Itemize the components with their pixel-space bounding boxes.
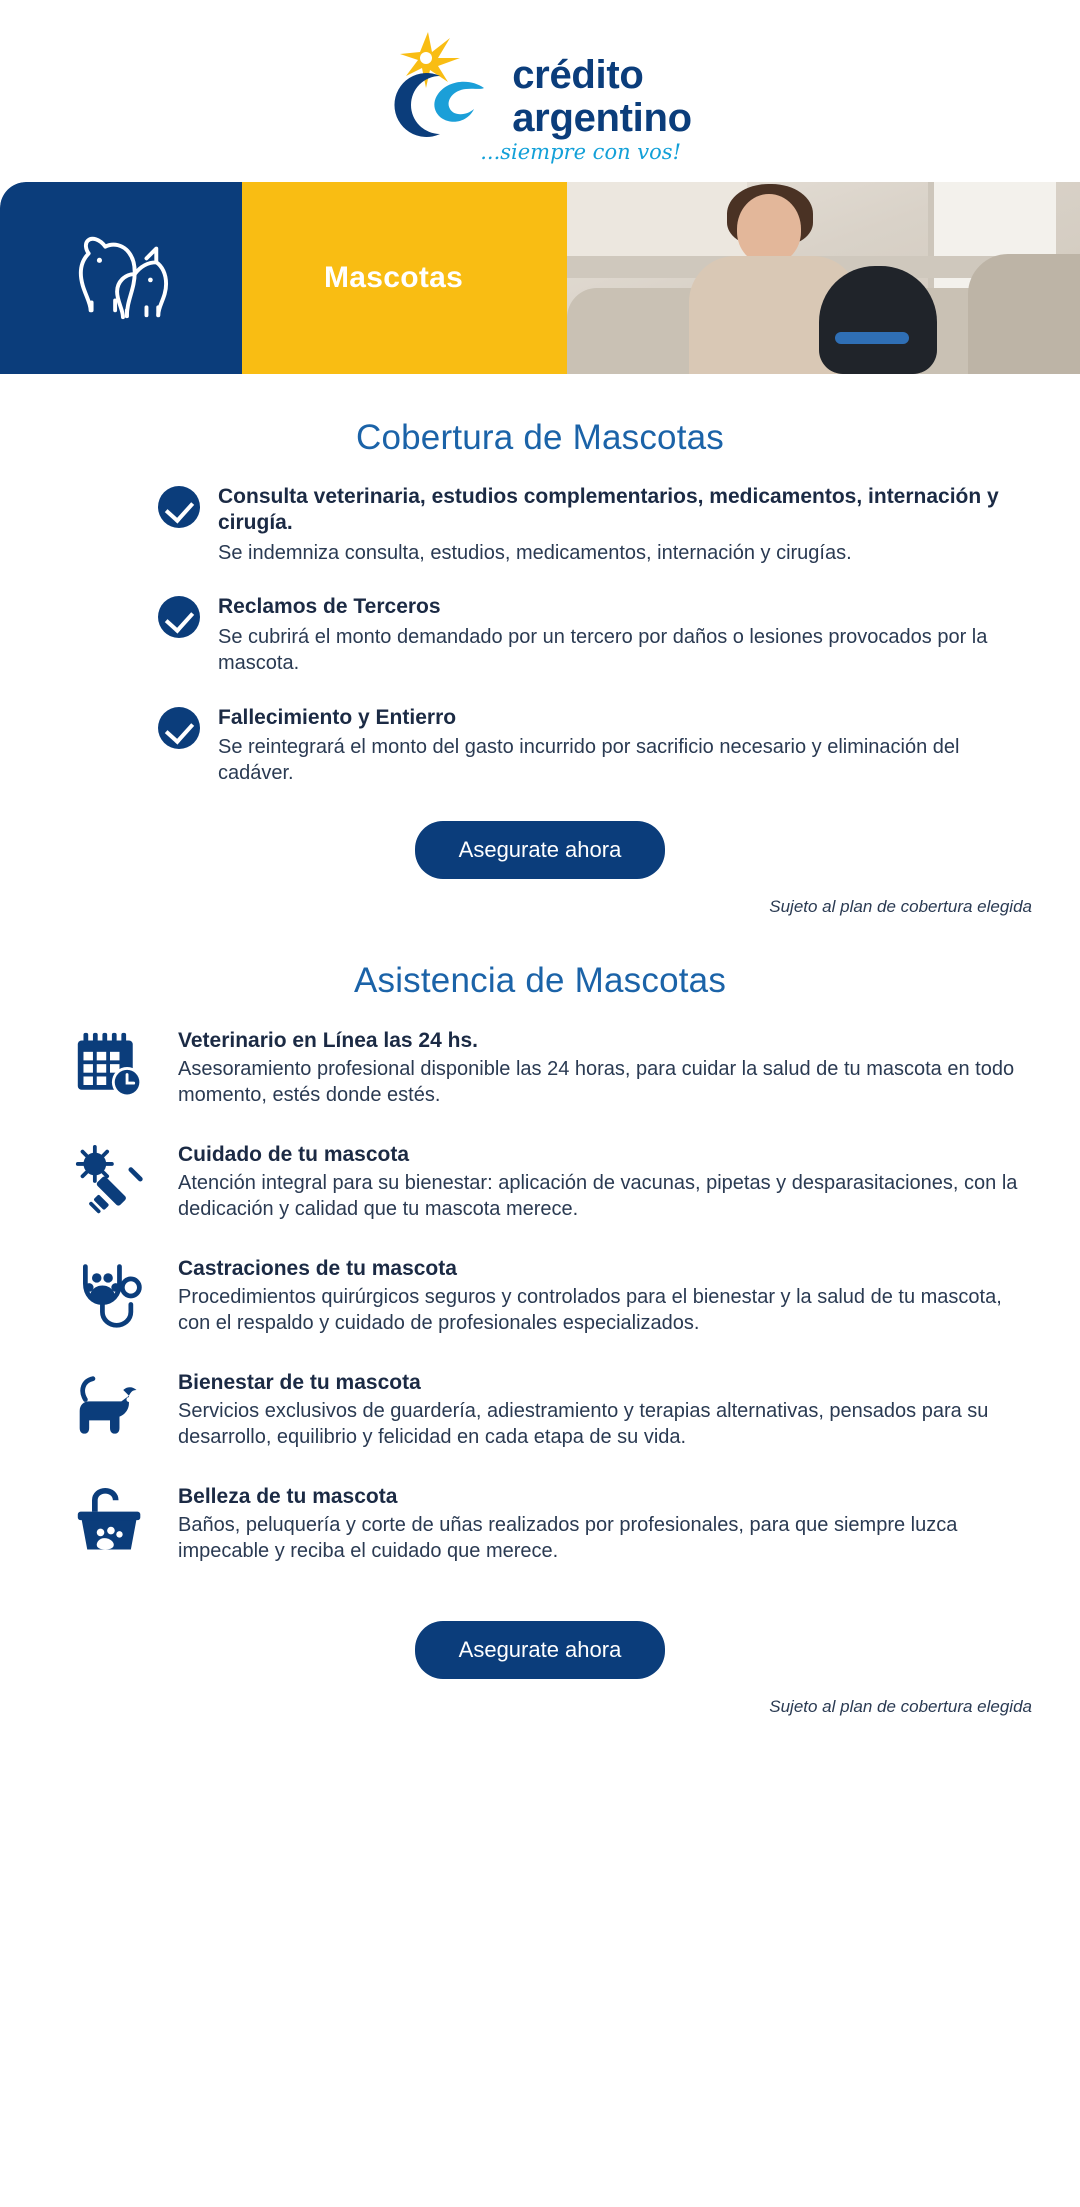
- coverage-disclaimer: Sujeto al plan de cobertura elegida: [769, 896, 1032, 916]
- coverage-item: [158, 484, 1022, 566]
- coverage-item-text: [218, 484, 1022, 566]
- brand-header: [0, 0, 1080, 168]
- assistance-item-text: [178, 1483, 1018, 1565]
- hero-banner: [0, 182, 1080, 374]
- stethoscope-paw-icon: [62, 1255, 158, 1339]
- hero-title-panel: [242, 182, 567, 374]
- hero-title: Mascotas: [324, 261, 464, 294]
- assistance-item: [62, 1255, 1018, 1339]
- assistance-item: [62, 1483, 1018, 1567]
- coverage-item-title: Fallecimiento y Entierro: [218, 705, 457, 729]
- dog-leash-icon: [62, 1369, 158, 1453]
- assistance-cta-wrap: [0, 1621, 1080, 1679]
- assistance-item-title: Veterinario en Línea las 24 hs.: [178, 1028, 478, 1052]
- coverage-item-desc: Se cubrirá el monto demandado por un tercero por daños o lesiones provocados por la mascota.: [218, 625, 988, 675]
- logo-tagline: ...siempre con vos!: [480, 140, 682, 164]
- asegurate-ahora-button-top[interactable]: Asegurate ahora: [415, 821, 666, 879]
- coverage-section-title: Cobertura de Mascotas: [356, 418, 724, 457]
- assistance-item-title: Cuidado de tu mascota: [178, 1142, 410, 1166]
- logo-wordmark: [512, 28, 692, 140]
- asegurate-ahora-button-bottom[interactable]: Asegurate ahora: [415, 1621, 666, 1679]
- hero-photo: [567, 182, 1080, 374]
- assistance-item-text: [178, 1141, 1018, 1223]
- photo-person-head: [737, 194, 801, 264]
- coverage-item-text: [218, 705, 1022, 787]
- assistance-disclaimer: Sujeto al plan de cobertura elegida: [769, 1696, 1032, 1716]
- logo-line-1: crédito: [512, 53, 644, 97]
- assistance-item-text: [178, 1255, 1018, 1337]
- assistance-item-title: Bienestar de tu mascota: [178, 1370, 421, 1394]
- logo-line-2: argentino: [512, 96, 692, 141]
- coverage-cta-wrap: [0, 821, 1080, 879]
- swirl-star-logo-icon: [388, 28, 498, 146]
- coverage-item-title: Consulta veterinaria, estudios complementarios, medicamentos, internación y cirugía.: [218, 485, 999, 535]
- assistance-section-title: Asistencia de Mascotas: [353, 960, 727, 1000]
- assistance-list: [0, 1027, 1080, 1567]
- hero-icon-panel: [0, 182, 242, 374]
- assistance-item-text: [178, 1369, 1018, 1451]
- coverage-item-title: Reclamos de Terceros: [218, 595, 441, 619]
- photo-dog: [819, 266, 937, 374]
- check-circle-icon: [158, 596, 200, 638]
- assistance-item: [62, 1027, 1018, 1111]
- coverage-list: [0, 484, 1080, 787]
- assistance-item: [62, 1141, 1018, 1225]
- assistance-item-desc: Procedimientos quirúrgicos seguros y controlados para el bienestar y la salud de tu mascota, con el respaldo y cuidado de profesionales especializados.: [178, 1285, 1002, 1335]
- syringe-virus-icon: [62, 1141, 158, 1225]
- assistance-item-desc: Servicios exclusivos de guardería, adiestramiento y terapias alternativas, pensados para su desarrollo, equilibrio y felicidad en cada etapa de su vida.: [178, 1399, 989, 1449]
- photo-cabinet: [567, 182, 747, 256]
- pet-bath-icon: [62, 1483, 158, 1567]
- assistance-item-desc: Baños, peluquería y corte de uñas realizados por profesionales, para que siempre luzca impecable y reciba el cuidado que merece.: [178, 1513, 958, 1563]
- assistance-item-desc: Atención integral para su bienestar: aplicación de vacunas, pipetas y desparasitaciones, con la dedicación y calidad que tu mascota merece.: [178, 1171, 1018, 1221]
- dog-cat-icon: [62, 227, 180, 330]
- check-circle-icon: [158, 486, 200, 528]
- coverage-item: [158, 705, 1022, 787]
- coverage-item-desc: Se indemniza consulta, estudios, medicamentos, internación y cirugías.: [218, 541, 852, 564]
- photo-sofa-arm: [968, 254, 1080, 374]
- photo-dog-collar: [835, 332, 909, 344]
- coverage-item-desc: Se reintegrará el monto del gasto incurrido por sacrificio necesario y eliminación del cadáver.: [218, 735, 960, 785]
- logo[interactable]: [388, 28, 692, 164]
- assistance-item-text: [178, 1027, 1018, 1109]
- assistance-item-title: Castraciones de tu mascota: [178, 1256, 457, 1280]
- check-circle-icon: [158, 707, 200, 749]
- coverage-item-text: [218, 594, 1022, 676]
- coverage-item: [158, 594, 1022, 676]
- assistance-item-title: Belleza de tu mascota: [178, 1484, 398, 1508]
- assistance-item: [62, 1369, 1018, 1453]
- calendar-clock-icon: [62, 1027, 158, 1111]
- assistance-item-desc: Asesoramiento profesional disponible las 24 horas, para cuidar la salud de tu mascota en todo momento, estés donde estés.: [178, 1057, 1015, 1107]
